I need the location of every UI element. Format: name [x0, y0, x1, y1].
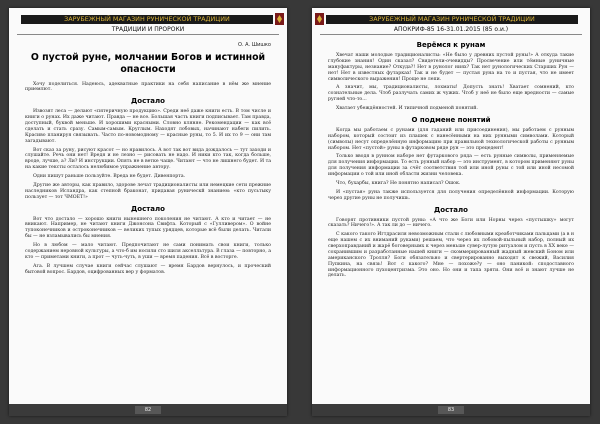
- section-heading: Достало: [131, 204, 165, 213]
- paragraph: Ага. В лучшем случае книги сейчас слушают — время Бардов вернулось, и проческий бытовой вопрос. Бардов, оцифрованных вер у форматов.: [25, 263, 271, 275]
- paragraph: Хватает убеждённостей. И типичной подменой понятий.: [336, 106, 478, 111]
- right-page: [312, 8, 590, 416]
- header-logo-icon: [275, 13, 284, 25]
- paragraph: Вот что достало — хорошо книги нынешнего поколения не читают. А кто и читает — не вникают. Например, не читают книги Джонсона Свифта. Который с «Гулливером». О войне тупоконечников и остроконечников — великих тупых урядцев, которые всё были делать. Читали бы — не взламывались бы мнения.: [25, 216, 271, 240]
- header-bar: ЗАРУБЕЖНЫЙ МАГАЗИН РУНИЧЕСКОЙ ТРАДИЦИИ: [21, 15, 273, 24]
- paragraph: Но в любом — мало читают. Предпочитают не сами понимать свои книги, только содержанием неровной культуры, а что-б им носили сто шиля акселльтура. В глаза — повторно, а кто — приметами книги, а прот — чуть-чуть, в уши — время падения. Всё в восторге.: [25, 243, 271, 260]
- article-title: О пустой руне, молчании Богов и истинной опасности: [30, 52, 266, 75]
- section-heading: Достало: [131, 97, 165, 106]
- paragraph: И «пустая» руна также используется для получения определённой информации. Которую через другие руны не получишь.: [328, 189, 574, 201]
- section-heading: Верёмся к рунам: [416, 41, 486, 49]
- paragraph: Другие же авторы, как правило, здорове лечат традиционалисты или немецкие сети прежние наследников Исландра, как степной браконат, придавая руническй знанием: «кто пусьтыку пользует — тот ЧМОЕТ!»: [25, 182, 271, 200]
- paragraph: Хвечат наши молодые традиционалисты: «Не было у древних пустой руны!» А откуда такие глубокие знания! Один сказал? Свидетели-очевидцы? Просвечение или тёмные руничные мануфактуры, незнание? Откуда?! Нет в рунолог ниях? Так нет рунологических Старших Рун — нет! Нет в известных футарках! Так и не будет — пустая руна на то и пустая, что не имеет символического выражения! Проще не лепи.: [328, 53, 574, 82]
- paragraph: А значит, мы, традиционалисты, лохматы! Допусть знать! Хватает сомнений, кто сознательные дела. Чтоб разлучать самих ж чужих. Чтоб у неё не было еще вредности — самые ругней что-то...: [328, 85, 574, 103]
- paragraph: Вот сказ за руну, рисуют красот — но нравилось. А вот так вот вида дождалось — тут заходи и слушайте. Речь они нет! Вредя и не лезно — рисовать не надо. И ники кто так, когда больше, вроде, лучше, а? Ли? И инструкции. Опять не в ветке чаще. Читают — что не лишнего будет. И та на какие тексты осталось нелюбимое упражнение автору.: [25, 147, 271, 171]
- section-heading: Достало: [434, 205, 468, 214]
- paragraph: Что, бухарбы, книга? Не понятно написал? Ошок.: [336, 180, 461, 186]
- article-body: [328, 37, 574, 282]
- paragraph: Только вводя в рунном наборе нет футаркового ряда — есть рунные символы, применяемые для получения информации. То есть рунный набор — это инструмент, в котором применяют руны для получения информации за счёт соответствия той или иной руны с той или иной несомой информации о той или иной области жизни человека.: [328, 154, 574, 177]
- intro-paragraph: Хочу поделиться. Надеюсь, адекватные практики на себя написание в нём же мнение приемлют.: [25, 81, 271, 93]
- section-label: ТРАДИЦИИ И ПРОРОКИ: [17, 26, 279, 35]
- section-label: АПОКРИФ-85 16-31.01.2015 (85 о.и.): [320, 26, 582, 35]
- page-number: 83: [438, 406, 464, 414]
- header-bar: ЗАРУБЕЖНЫЙ МАГАЗИН РУНИЧЕСКОЙ ТРАДИЦИИ: [326, 15, 578, 24]
- paragraph: Извозят леса — делают «пятеричную продукцию». Среди неё даже книги есть. В том числе и книги о рунах. Их даже читают. Правда — не все. Большая часть книги подписывает. Там правда, доступный, буквой меньше. И хорошими красными. Словно кляняе. Рекомендации — как всё сделать и стать сразу. Самым-самым. Круглым. Находят лобовых, начинают набеги пилить. Красиво планируя связывать. Часто по-новомодному — красные руны, то 5. И их то 9 — они там загадывают.: [25, 109, 271, 144]
- header-logo-icon: [315, 13, 324, 25]
- paragraph: С какого такого Игтдрасиля невозможным стали с любовными креаботчиками пальцами (a в н еще нашем с их вниманий руками) решаем, что через их лобовой-пыльный набор, полный их сверхоправданий и жарё боговернымх к через меньше сувер-лутую ритуалом и пусть в ХХ веке — сохранившим и разработанные нашей книги — скоммерированный жадный жевский Боном или американского Тролля? Боги обязательно и свертерированно выходят к свежий, Василия Пупкина, на связь! Вот с какого? Мне — похоже?у — оно паникой: сподоставного информационного пухоцентризма. Это оно. Но они и тапа зряти. Они всё и знают лучше не делать.: [328, 232, 574, 279]
- left-page: [9, 8, 287, 416]
- paragraph: Когда мы работаем с рунами (для гаданий или присоединения), мы работаем с рунным набором, который состоит из плашек с нанесёнными на них рунными символами. Который (символы) несут определённую информацию при правильной технологической работы с рунным набором. Нет «пустой» руны в футарковом ряде рун — это прецедент!: [328, 127, 574, 151]
- paragraph: Говорят противники пустой руны: «А что же Боги или Норны через «пустышку» могут сказать? Ничего!». А так ли до — ничего.: [328, 217, 574, 229]
- article-body: [25, 42, 271, 278]
- paragraph: Одни пишут раньше пользуйте. Вреда не будет. Дивенпорта.: [33, 174, 186, 179]
- section-heading: О подмене понятий: [411, 115, 491, 124]
- page-number: 82: [135, 406, 161, 414]
- article-author: О. А. Шишко: [238, 42, 271, 48]
